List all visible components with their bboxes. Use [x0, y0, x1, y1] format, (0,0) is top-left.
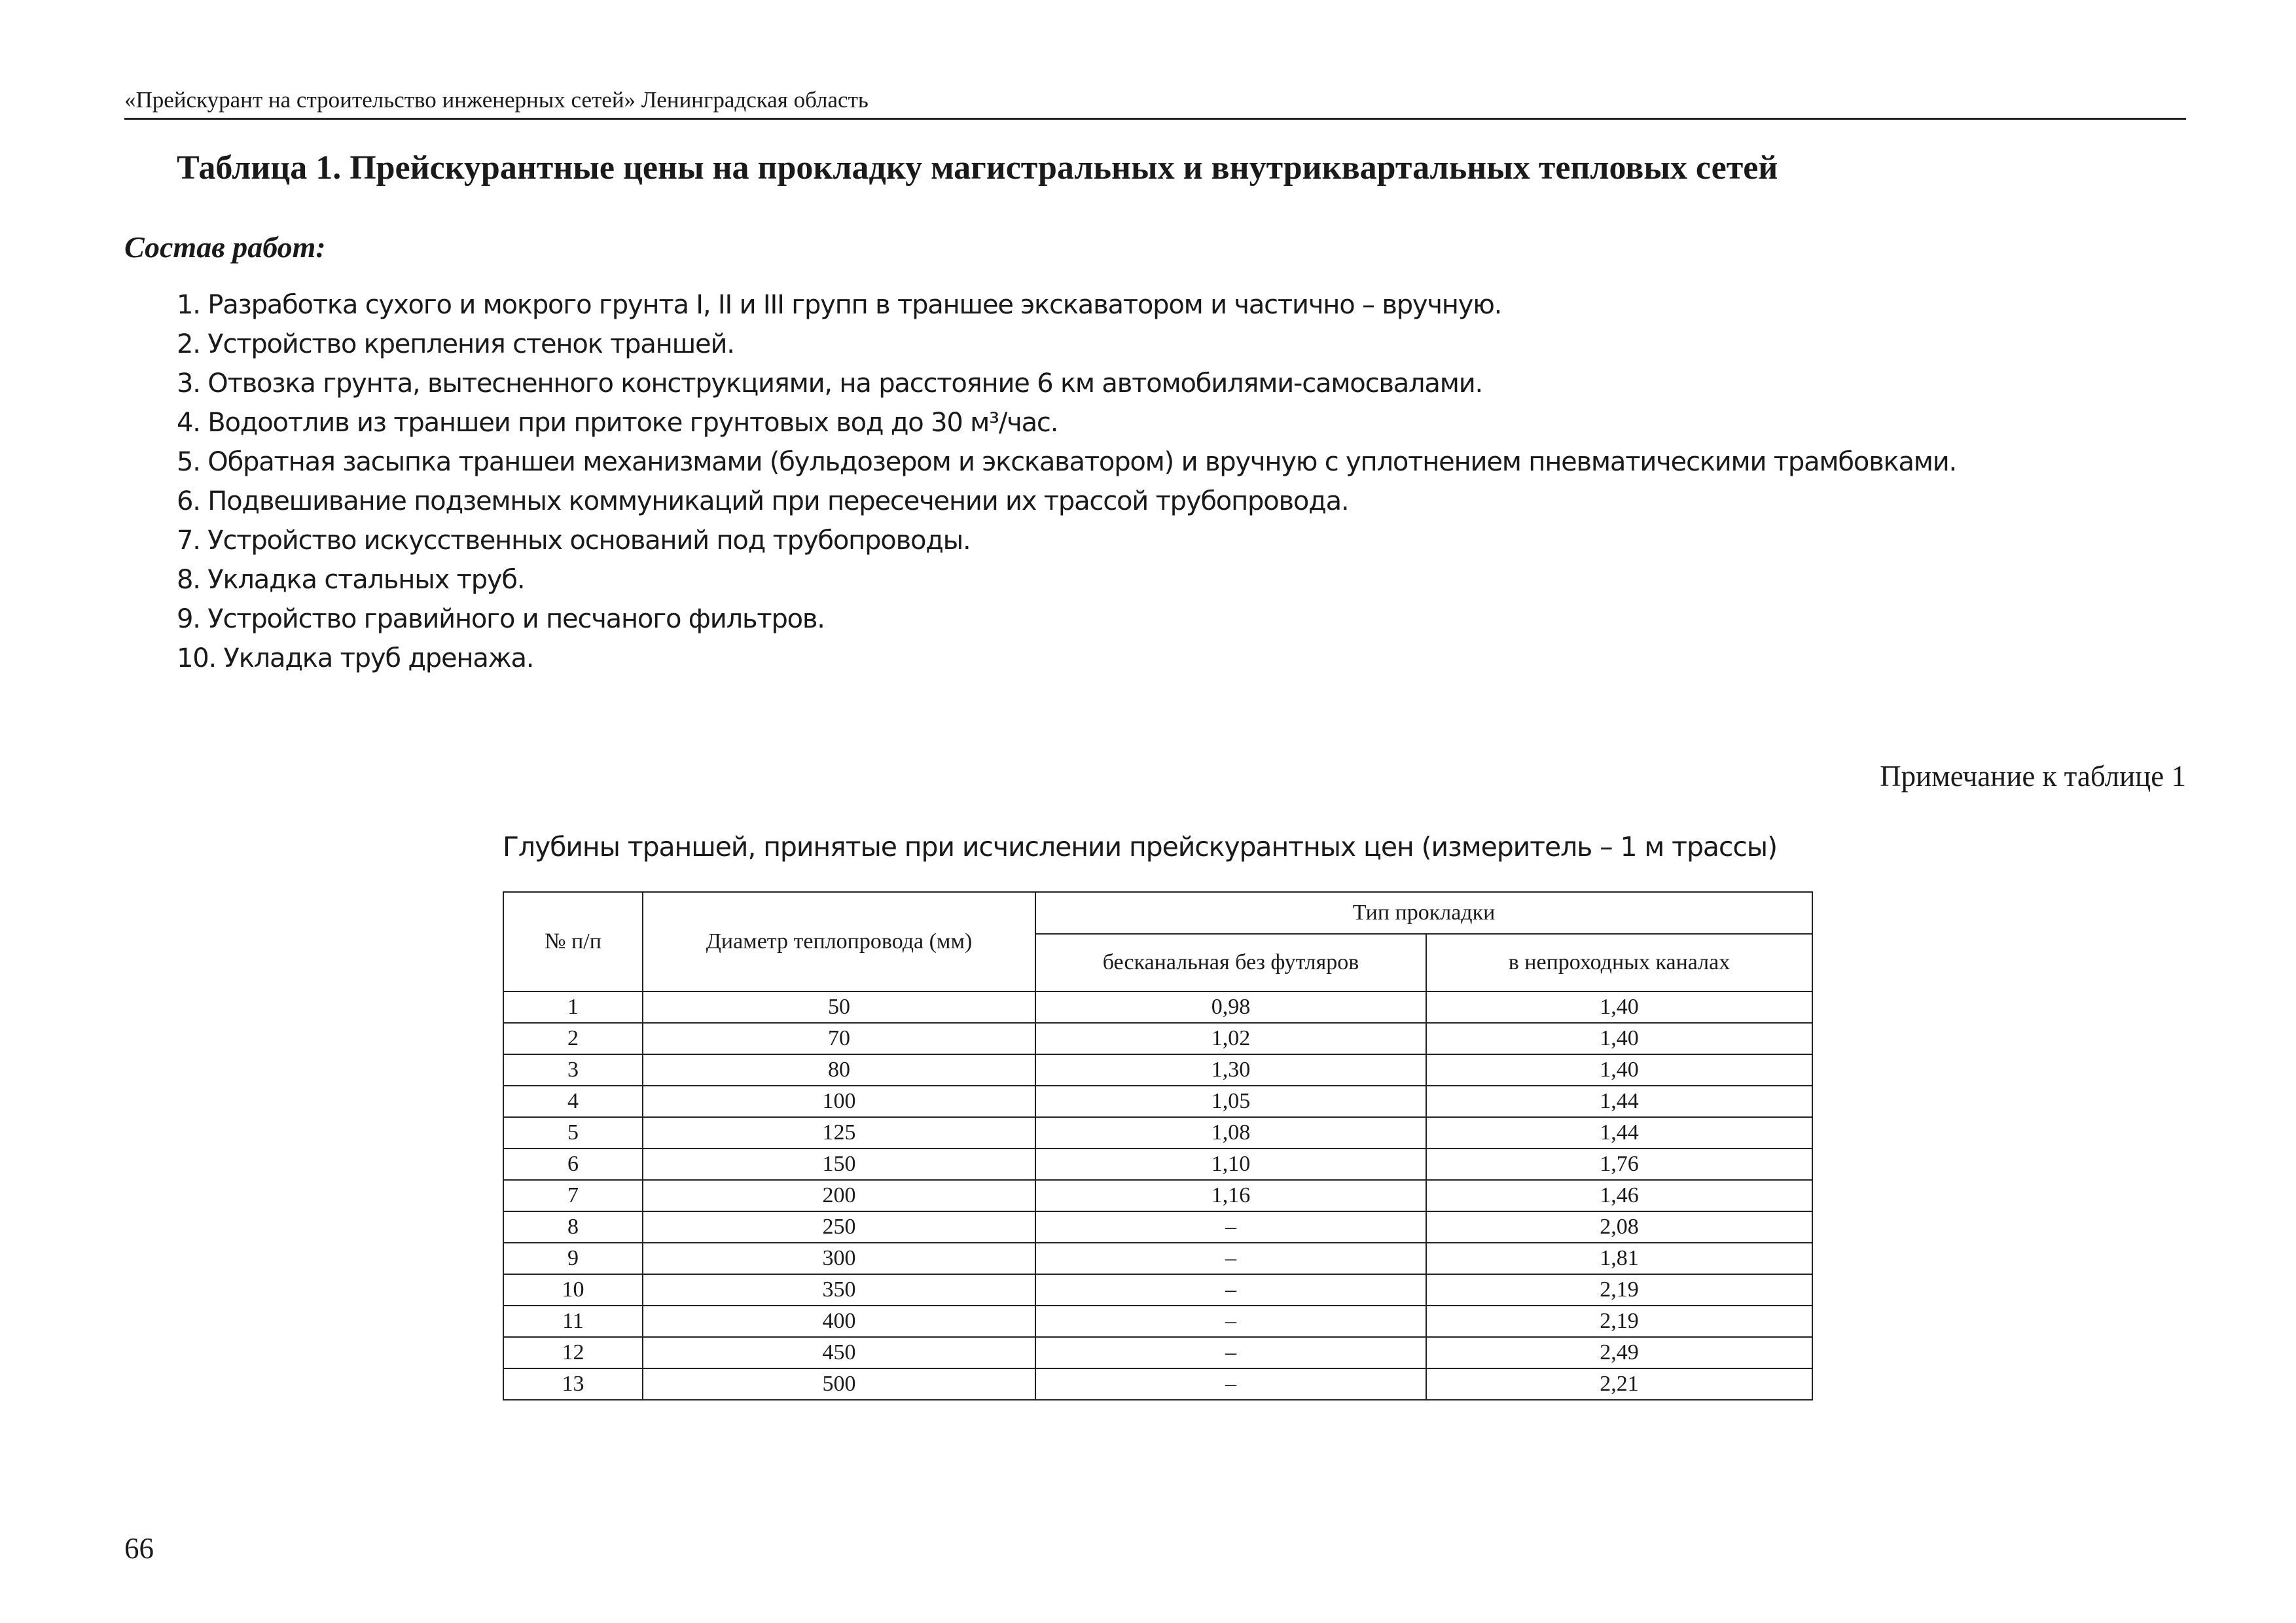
cell-num: 4 — [503, 1086, 643, 1117]
cell-depth-channelless: 1,16 — [1035, 1180, 1426, 1211]
cell-num: 13 — [503, 1368, 643, 1400]
cell-depth-impassable: 1,81 — [1426, 1243, 1812, 1274]
cell-diameter: 500 — [643, 1368, 1035, 1400]
table-row — [503, 1337, 1812, 1368]
trench-depth-table — [503, 891, 1813, 1400]
cell-depth-impassable: 1,40 — [1426, 991, 1812, 1023]
cell-diameter: 350 — [643, 1274, 1035, 1306]
cell-num: 2 — [503, 1023, 643, 1054]
table-body — [503, 991, 1812, 1400]
work-composition-heading: Состав работ: — [124, 230, 326, 264]
cell-depth-channelless: 1,05 — [1035, 1086, 1426, 1117]
cell-depth-channelless: 1,02 — [1035, 1023, 1426, 1054]
cell-num: 11 — [503, 1306, 643, 1337]
page-number: 66 — [124, 1532, 154, 1565]
work-item: 4. Водоотлив из траншеи при притоке грунтовых вод до 30 м³/час. — [177, 408, 1058, 438]
cell-num: 7 — [503, 1180, 643, 1211]
cell-num: 3 — [503, 1054, 643, 1086]
table-row — [503, 1368, 1812, 1400]
cell-num: 5 — [503, 1117, 643, 1149]
cell-depth-channelless: – — [1035, 1368, 1426, 1400]
cell-depth-channelless: 1,30 — [1035, 1054, 1426, 1086]
work-item: 3. Отвозка грунта, вытесненного конструкциями, на расстояние 6 км автомобилями-самосвалами. — [177, 368, 1483, 399]
cell-depth-impassable: 2,19 — [1426, 1306, 1812, 1337]
header-impassable-channels: в непроходных каналах — [1426, 934, 1812, 991]
work-item: 8. Укладка стальных труб. — [177, 565, 525, 595]
cell-diameter: 80 — [643, 1054, 1035, 1086]
table-row — [503, 1149, 1812, 1180]
cell-diameter: 50 — [643, 991, 1035, 1023]
table-row — [503, 991, 1812, 1023]
running-header: «Прейскурант на строительство инженерных сетей» Ленинградская область — [124, 85, 2186, 120]
header-channelless: бесканальная без футляров — [1035, 934, 1426, 991]
table-row — [503, 1117, 1812, 1149]
cell-num: 10 — [503, 1274, 643, 1306]
header-laying-type: Тип прокладки — [1035, 892, 1812, 934]
cell-diameter: 250 — [643, 1211, 1035, 1243]
work-item: 1. Разработка сухого и мокрого грунта I, II и III групп в траншее экскаватором и частично – вручную. — [177, 290, 1502, 320]
cell-num: 8 — [503, 1211, 643, 1243]
cell-num: 1 — [503, 991, 643, 1023]
work-item: 10. Укладка труб дренажа. — [177, 643, 534, 673]
cell-depth-channelless: – — [1035, 1337, 1426, 1368]
table-row — [503, 1211, 1812, 1243]
cell-depth-impassable: 2,19 — [1426, 1274, 1812, 1306]
header-num: № п/п — [503, 892, 643, 991]
cell-diameter: 300 — [643, 1243, 1035, 1274]
cell-num: 6 — [503, 1149, 643, 1180]
table-row — [503, 1054, 1812, 1086]
work-item: 7. Устройство искусственных оснований под трубопроводы. — [177, 526, 971, 556]
cell-depth-impassable: 2,21 — [1426, 1368, 1812, 1400]
cell-depth-channelless: – — [1035, 1306, 1426, 1337]
table-title: Таблица 1. Прейскурантные цены на прокладку магистральных и внутриквартальных тепловых сетей — [177, 149, 1778, 187]
cell-depth-channelless: 1,08 — [1035, 1117, 1426, 1149]
cell-depth-impassable: 2,49 — [1426, 1337, 1812, 1368]
header-diameter: Диаметр теплопровода (мм) — [643, 892, 1035, 991]
cell-depth-channelless: – — [1035, 1211, 1426, 1243]
cell-diameter: 150 — [643, 1149, 1035, 1180]
table-row — [503, 1086, 1812, 1117]
cell-num: 12 — [503, 1337, 643, 1368]
cell-depth-impassable: 1,44 — [1426, 1086, 1812, 1117]
cell-diameter: 100 — [643, 1086, 1035, 1117]
cell-diameter: 200 — [643, 1180, 1035, 1211]
table-row — [503, 1274, 1812, 1306]
table-note-label: Примечание к таблице 1 — [1880, 760, 2186, 793]
cell-depth-channelless: 0,98 — [1035, 991, 1426, 1023]
cell-depth-channelless: – — [1035, 1243, 1426, 1274]
cell-depth-impassable: 1,76 — [1426, 1149, 1812, 1180]
cell-depth-impassable: 2,08 — [1426, 1211, 1812, 1243]
cell-diameter: 400 — [643, 1306, 1035, 1337]
work-item: 5. Обратная засыпка траншеи механизмами (бульдозером и экскаватором) и вручную с уплотнением пневматическими трамбовками. — [177, 447, 1957, 477]
work-item: 9. Устройство гравийного и песчаного фильтров. — [177, 604, 825, 634]
cell-depth-impassable: 1,40 — [1426, 1054, 1812, 1086]
table-caption: Глубины траншей, принятые при исчислении прейскурантных цен (измеритель – 1 м трассы) — [503, 831, 1777, 863]
work-item: 6. Подвешивание подземных коммуникаций при пересечении их трассой трубопровода. — [177, 486, 1349, 516]
cell-diameter: 125 — [643, 1117, 1035, 1149]
cell-depth-impassable: 1,46 — [1426, 1180, 1812, 1211]
table-row — [503, 1180, 1812, 1211]
work-item: 2. Устройство крепления стенок траншей. — [177, 329, 734, 359]
cell-num: 9 — [503, 1243, 643, 1274]
cell-depth-channelless: 1,10 — [1035, 1149, 1426, 1180]
table-row — [503, 1243, 1812, 1274]
table-row — [503, 1306, 1812, 1337]
cell-depth-channelless: – — [1035, 1274, 1426, 1306]
cell-depth-impassable: 1,44 — [1426, 1117, 1812, 1149]
cell-depth-impassable: 1,40 — [1426, 1023, 1812, 1054]
cell-diameter: 70 — [643, 1023, 1035, 1054]
work-composition-list — [177, 285, 2186, 678]
table-row — [503, 1023, 1812, 1054]
cell-diameter: 450 — [643, 1337, 1035, 1368]
